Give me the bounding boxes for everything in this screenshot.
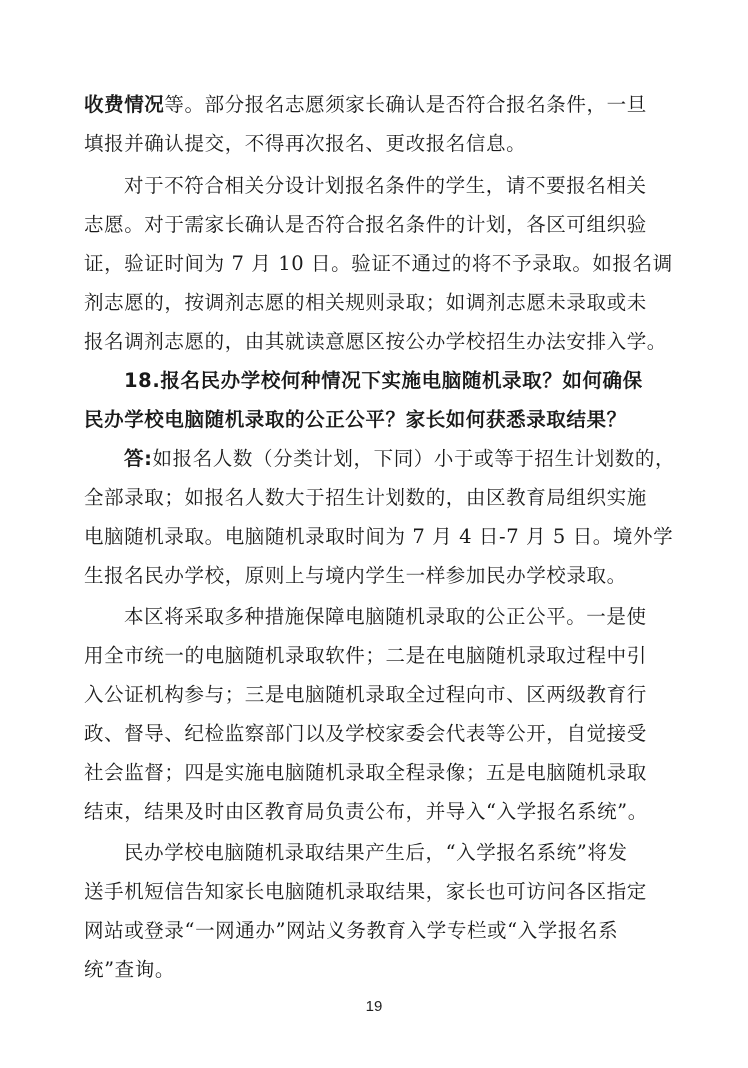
question-heading: 18.报名民办学校何种情况下实施电脑随机录取？如何确保 [124, 369, 643, 392]
answer-label: 答: [124, 447, 153, 470]
page-number: 19 [365, 998, 383, 1015]
text-line [124, 446, 676, 472]
text-span: 如报名人数（分类计划，下同）小于或等于招生计划数的， [152, 447, 676, 470]
text-line: 生报名民办学校，原则上与境内学生一样参加民办学校录取。 [84, 564, 627, 587]
text-line: 政、督导、纪检监察部门以及学校家委会代表等公开，自觉接受 [84, 722, 647, 745]
text-line: 民办学校电脑随机录取结果产生后，“入学报名系统”将发 [124, 841, 628, 864]
text-line [84, 92, 664, 118]
text-line: 填报并确认提交，不得再次报名、更改报名信息。 [84, 132, 527, 155]
text-line: 报名调剂志愿的，由其就读意愿区按公办学校招生办法安排入学。 [84, 330, 667, 353]
text-span: 等。部分报名志愿须家长确认是否符合报名条件，一旦 [164, 93, 647, 116]
text-line: 剂志愿的，按调剂志愿的相关规则录取；如调剂志愿未录取或未 [84, 291, 647, 314]
text-line: 对于不符合相关分设计划报名条件的学生，请不要报名相关 [124, 174, 647, 197]
text-line: 网站或登录“一网通办”网站义务教育入学专栏或“入学报名系 [84, 919, 619, 942]
text-line: 社会监督；四是实施电脑随机录取全程录像；五是电脑随机录取 [84, 761, 647, 784]
text-line: 用全市统一的电脑随机录取软件；二是在电脑随机录取过程中引 [84, 644, 647, 667]
bold-lead-text: 收费情况 [84, 93, 165, 116]
text-line: 证，验证时间为 7 月 10 日。验证不通过的将不予录取。如报名调 [84, 252, 673, 275]
text-line: 统”查询。 [84, 958, 175, 981]
text-line: 结束，结果及时由区教育局负责公布，并导入“入学报名系统”。 [84, 800, 648, 823]
text-line: 入公证机构参与；三是电脑随机录取全过程向市、区两级教育行 [84, 683, 647, 706]
text-line: 电脑随机录取。电脑随机录取时间为 7 月 4 日-7 月 5 日。境外学 [84, 525, 674, 548]
text-line: 全部录取；如报名人数大于招生计划数的，由区教育局组织实施 [84, 486, 647, 509]
question-heading: 民办学校电脑随机录取的公正公平？家长如何获悉录取结果？ [84, 408, 627, 431]
text-line: 送手机短信告知家长电脑随机录取结果，家长也可访问各区指定 [84, 880, 647, 903]
text-line: 志愿。对于需家长确认是否符合报名条件的计划，各区可组织验 [84, 213, 647, 236]
text-line: 本区将采取多种措施保障电脑随机录取的公正公平。一是使 [124, 605, 647, 628]
